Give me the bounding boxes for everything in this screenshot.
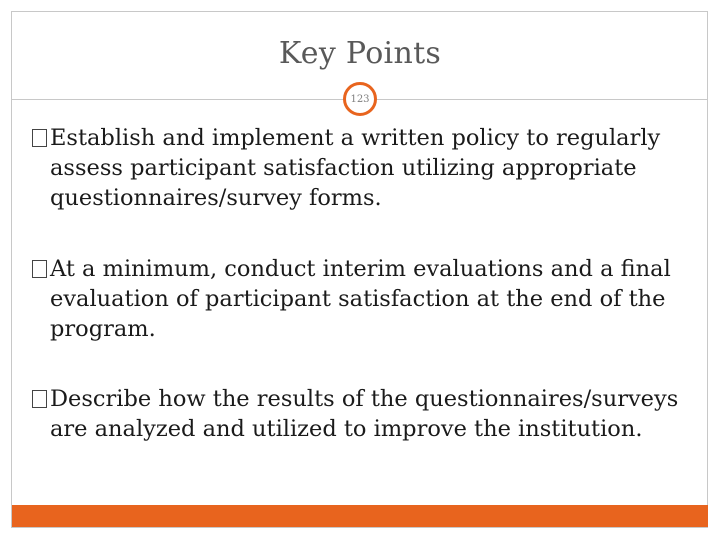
bullet-text: Describe how the results of the questionnaires/surveys are analyzed and utilized to improve the institution.: [50, 386, 679, 442]
bullet-box-icon: [32, 260, 47, 278]
page-number: 123: [350, 93, 370, 105]
bullet-box-icon: [32, 129, 47, 147]
bullet-item: [32, 123, 697, 213]
slide-title: Key Points: [278, 36, 442, 71]
bullet-box-icon: [32, 390, 47, 408]
bullet-text: Establish and implement a written policy to regularly assess participant satisfaction utilizing appropriate questionnaires/survey forms.: [50, 125, 661, 211]
bullet-item: [32, 384, 697, 444]
bullet-text: At a minimum, conduct interim evaluations and a final evaluation of participant satisfaction at the end of the program.: [50, 256, 671, 342]
bullet-item: [32, 254, 697, 344]
footer-accent-bar: [12, 505, 708, 527]
page-number-badge: [343, 82, 377, 116]
